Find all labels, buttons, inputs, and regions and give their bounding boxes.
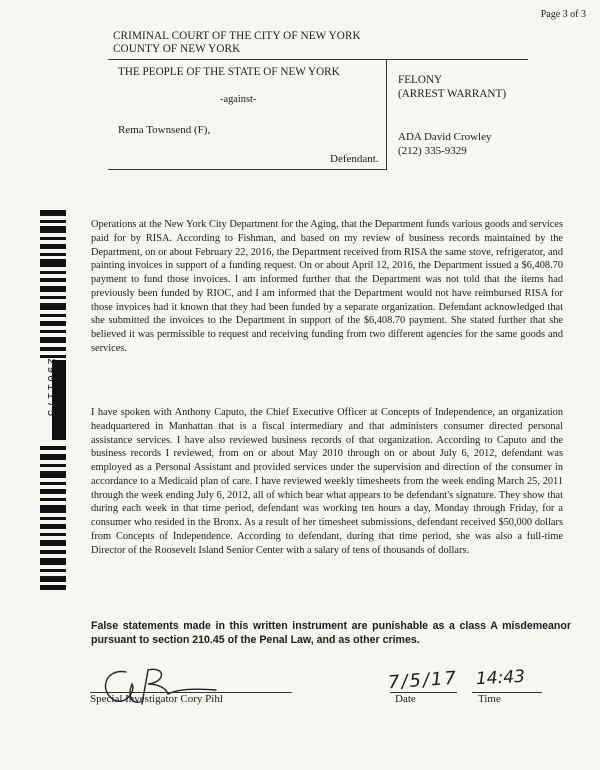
case-type bbox=[398, 73, 506, 101]
handwritten-date: 7/5/17 bbox=[387, 667, 459, 694]
barcode-number: 2901175 bbox=[44, 358, 56, 419]
handwritten-time: 14:43 bbox=[475, 666, 526, 690]
body-paragraph-1: Operations at the New York City Department for the Aging, that the Department funds various goods and services paid for by RISA. According to Fishman, and based on my review of business records maintained by the Department, on or about February 22, 2016, the Department received from RISA the same stove, refrigerator, and painting invoices in support of a funding request. On or about April 12, 2016, the Department issued a $6,408.70 payment to fund those invoices. I am informed further that the Department was not told that the items had previously been funded by RIOC, and I am informed that the Department would not have reimbursed RISA for those invoices had it known that they had been funded by a separate organization. Defendant acknowledged that she submitted the invoices to the Department in support of the $6,408.70 payment. She stated further that she believed it was permissible to request and receiving funding from two different agencies for the same goods and services. bbox=[91, 219, 563, 354]
ada-contact bbox=[398, 130, 492, 158]
case-type-felony: FELONY bbox=[398, 74, 443, 86]
time-label: Time bbox=[478, 693, 501, 705]
against-label: -against- bbox=[220, 94, 257, 105]
barcode-number-wrap bbox=[40, 358, 56, 440]
court-county: COUNTY OF NEW YORK bbox=[113, 43, 241, 55]
ada-phone: (212) 335-9329 bbox=[398, 145, 467, 157]
case-type-warrant: (ARREST WARRANT) bbox=[398, 88, 507, 100]
court-name: CRIMINAL COURT OF THE CITY OF NEW YORK bbox=[113, 30, 361, 42]
page-number: Page 3 of 3 bbox=[540, 9, 586, 20]
defendant-label: Defendant. bbox=[330, 153, 379, 165]
body-paragraph-2: I have spoken with Anthony Caputo, the Chief Executive Officer at Concepts of Independence, an organization headquartered in Manhattan that is a fiscal intermediary and that administers consumer directed personal assistance services. I have also reviewed business records of that organization. According to Caputo and the business records I reviewed, from on or about May 2010 through on or about July 6, 2012, defendant was employed as a Personal Assistant and provided services under the supervision and direction of the consumer in accordance to a Medicaid plan of care. I have reviewed weekly timesheets from the week ending March 25, 2011 through the week ending July 6, 2012, all of which bear what appears to be defendant's signature. They show that during each week in that time period, defendant was working ten hours a day, Monday through Friday, for a consumer who resided in the Bronx. As a result of her timesheet submissions, defendant received $50,000 dollars from Concepts of Independence. According to defendant, during that time period, she was also a full-time Director of the Roosevelt Island Senior Center with a salary of tens of thousands of dollars. bbox=[91, 407, 563, 556]
ada-name: ADA David Crowley bbox=[398, 131, 492, 143]
false-statement-warning: False statements made in this written instrument are punishable as a class A misdemeanor pursuant to section 210.45 of the Penal Law, and as other crimes. bbox=[91, 620, 571, 646]
defendant-name: Rema Townsend (F), bbox=[118, 124, 211, 136]
court-header bbox=[113, 30, 361, 56]
signer-name: Special Investigator Cory Pihl bbox=[90, 693, 223, 705]
date-label: Date bbox=[395, 693, 416, 705]
plaintiff-name: THE PEOPLE OF THE STATE OF NEW YORK bbox=[118, 66, 340, 78]
